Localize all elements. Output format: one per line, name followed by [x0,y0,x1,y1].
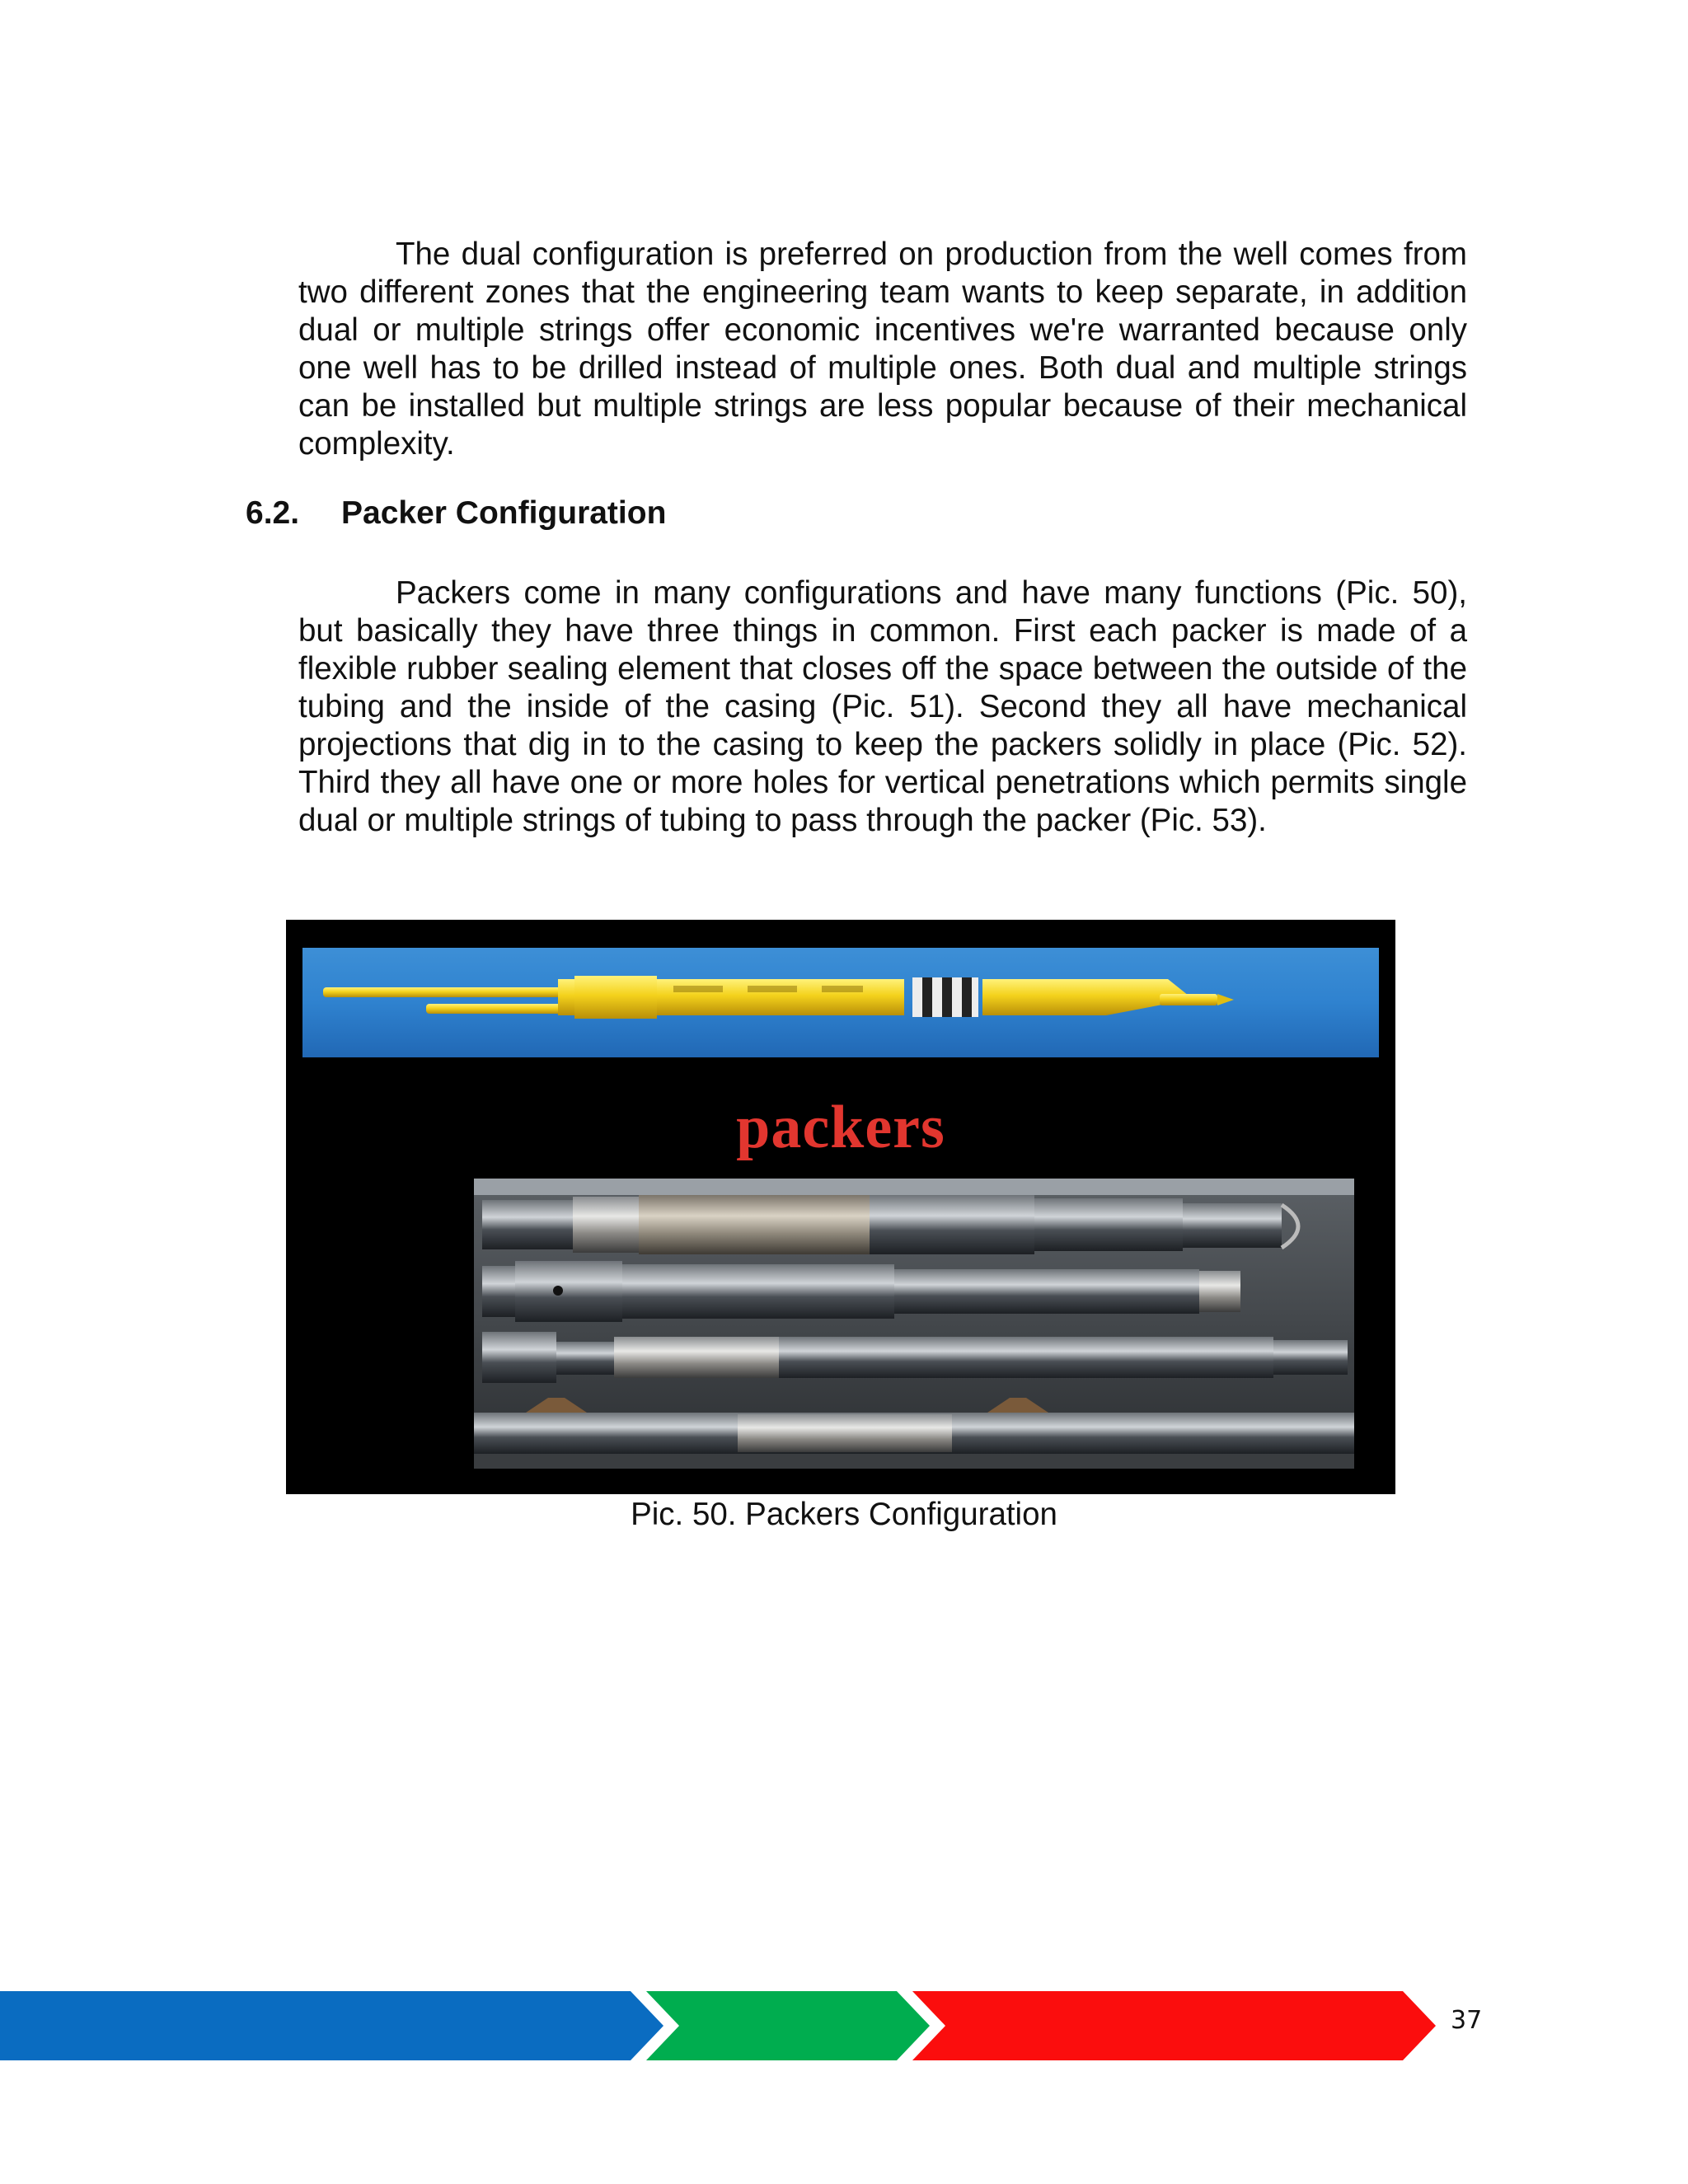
body-paragraph-dual-configuration [298,236,1467,463]
packers-illustration [286,920,1395,1494]
footer-color-bar [0,1991,1442,2065]
footer-bar-green [646,1991,930,2060]
figure-caption: Pic. 50. Packers Configuration [631,1497,1057,1532]
page-number: 37 [1451,2006,1483,2035]
figure-title-packers: packers [736,1094,945,1161]
steel-packers-photo [474,1179,1354,1469]
packers-figure-image [286,920,1395,1494]
paragraph-text: Packers come in many configurations and have many functions (Pic. 50), but basically they have three things in common. First each packer is made of a flexible rubber sealing element that closes off the space between the outside of the tubing and the inside of the casing (Pic. 51). Second they all have mechanical projections that dig in to the casing to keep the packers solidly in place (Pic. 52). Third they all have one or more holes for vertical penetrations which permits single dual or multiple strings of tubing to pass through the packer (Pic. 53). [298,575,1467,838]
paragraph-text: The dual configuration is preferred on production from the well comes from two different zones that the engineering team wants to keep separate, in addition dual or multiple strings offer economic incentives we're warranted because only one well has to be drilled instead of multiple ones. Both dual and multiple strings can be installed but multiple strings are less popular because of their mechanical complexity. [298,237,1467,462]
footer-bar-blue [0,1991,663,2060]
section-title: Packer Configuration [341,495,667,531]
body-paragraph-packers [298,574,1467,840]
footer-bar-red [912,1991,1436,2060]
section-number: 6.2. [246,495,300,531]
section-heading [246,494,666,532]
